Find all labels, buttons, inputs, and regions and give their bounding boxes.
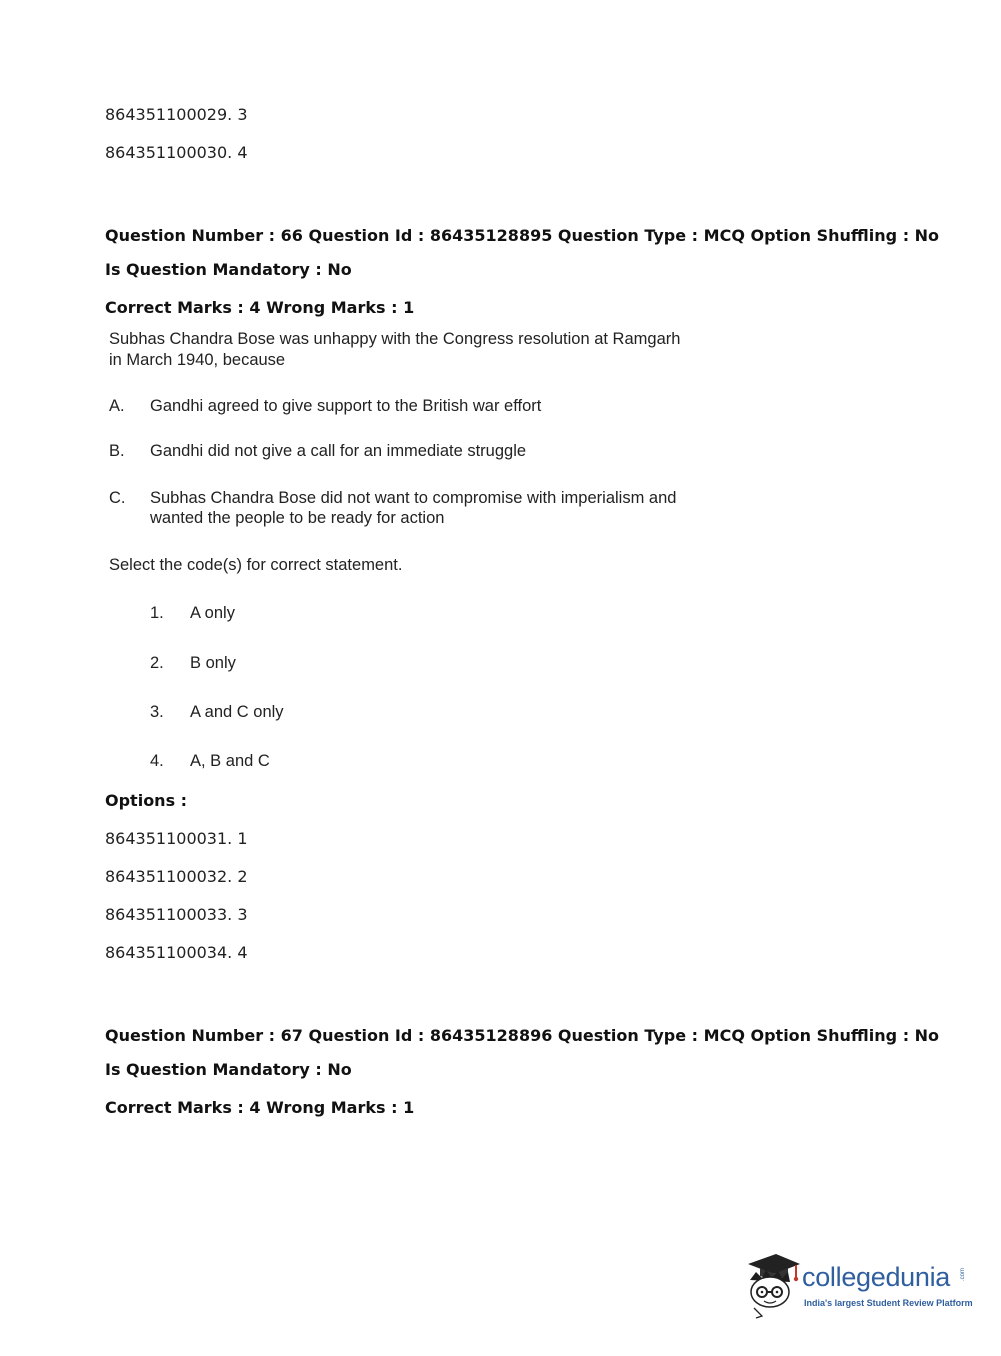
prev-option-2: 864351100030. 4 (105, 143, 248, 162)
prev-option-1: 864351100029. 3 (105, 105, 248, 124)
logo-tagline: India's largest Student Review Platform (804, 1298, 973, 1308)
statement-a-letter: A. (109, 397, 125, 415)
option-4: 864351100034. 4 (105, 943, 248, 962)
choice-3-text: A and C only (190, 703, 284, 721)
choice-3-num: 3. (150, 703, 164, 721)
statement-a-text: Gandhi agreed to give support to the British war effort (150, 397, 542, 415)
q67-mandatory: Is Question Mandatory : No (105, 1060, 352, 1079)
statement-c-text-line-2: wanted the people to be ready for action (150, 509, 445, 527)
option-2: 864351100032. 2 (105, 867, 248, 886)
choice-2-text: B only (190, 654, 236, 672)
statement-b-letter: B. (109, 442, 125, 460)
option-3: 864351100033. 3 (105, 905, 248, 924)
q66-mandatory: Is Question Mandatory : No (105, 260, 352, 279)
q67-marks: Correct Marks : 4 Wrong Marks : 1 (105, 1098, 415, 1117)
collegedunia-logo[interactable] (742, 1248, 972, 1322)
graduate-mascot-icon (742, 1250, 802, 1320)
statement-c-letter: C. (109, 489, 126, 507)
select-prompt: Select the code(s) for correct statement. (109, 556, 403, 574)
q66-stem-line-2: in March 1940, because (109, 351, 286, 369)
options-label: Options : (105, 791, 188, 810)
q66-marks: Correct Marks : 4 Wrong Marks : 1 (105, 298, 415, 317)
logo-com: .com (960, 1268, 966, 1282)
statement-b-text: Gandhi did not give a call for an immediate struggle (150, 442, 527, 460)
q66-stem-line-1: Subhas Chandra Bose was unhappy with the Congress resolution at Ramgarh (109, 330, 681, 348)
choice-1-num: 1. (150, 604, 164, 622)
choice-4-text: A, B and C (190, 752, 270, 770)
choice-1-text: A only (190, 604, 235, 622)
choice-4-num: 4. (150, 752, 164, 770)
option-1: 864351100031. 1 (105, 829, 248, 848)
statement-c-text-line-1: Subhas Chandra Bose did not want to compromise with imperialism and (150, 489, 677, 507)
logo-wordmark: collegedunia (802, 1262, 951, 1292)
q66-header: Question Number : 66 Question Id : 86435128895 Question Type : MCQ Option Shuffling : No (105, 226, 940, 245)
choice-2-num: 2. (150, 654, 164, 672)
q67-header: Question Number : 67 Question Id : 86435128896 Question Type : MCQ Option Shuffling : No (105, 1026, 940, 1045)
